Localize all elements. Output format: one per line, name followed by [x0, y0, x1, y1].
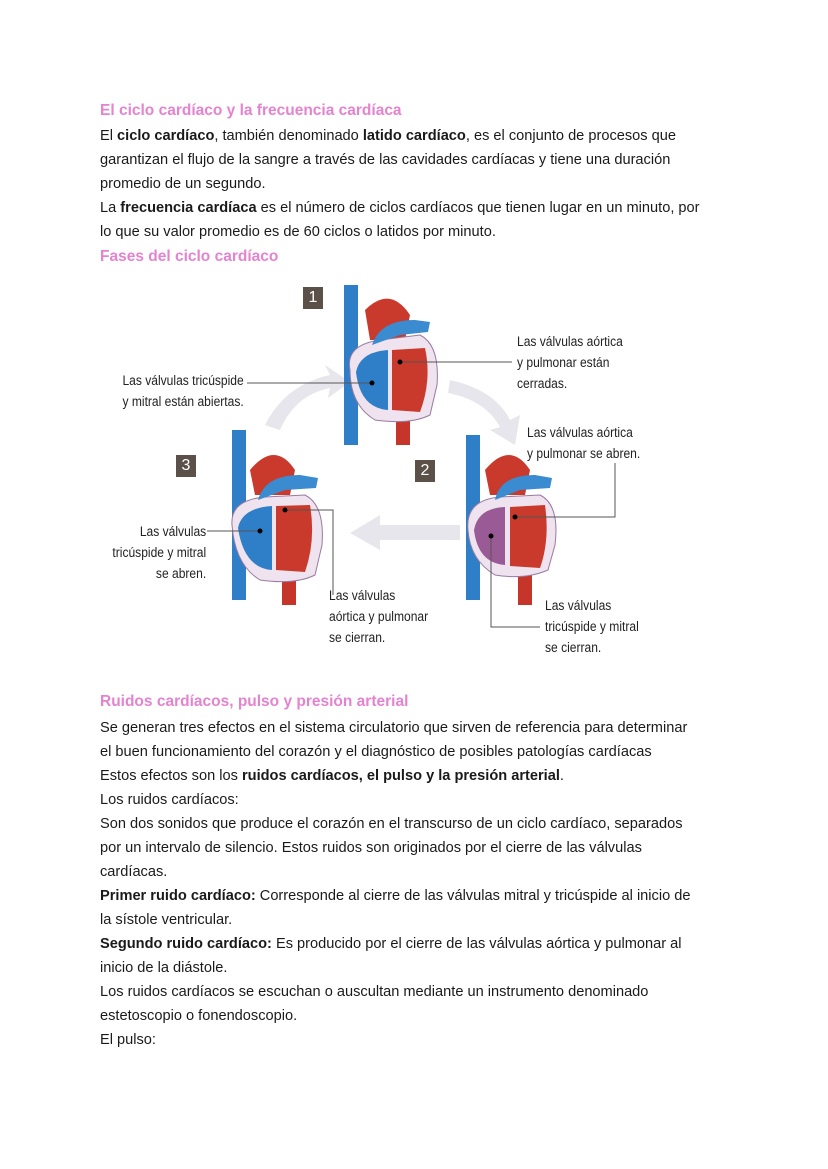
label-line: Las válvulas — [139, 524, 206, 539]
bold-term: latido cardíaco — [362, 128, 466, 144]
text: Corresponde al cierre de las válvulas mitral y tricúspide al inicio de — [255, 888, 691, 904]
paragraph-line — [100, 884, 690, 908]
text: El — [100, 128, 118, 144]
label-line: y pulmonar se abren. — [527, 446, 641, 461]
label-line: Las válvulas — [545, 598, 612, 613]
bold-term: ruidos cardíacos, el pulso y la presión arterial — [241, 768, 560, 784]
label-phase1-left — [123, 370, 244, 412]
paragraph-line — [100, 764, 564, 788]
label-line: Las válvulas aórtica — [517, 334, 623, 349]
paragraph-line: El pulso: — [100, 1032, 156, 1048]
label-line: Las válvulas aórtica — [527, 425, 633, 440]
paragraph-line: Se generan tres efectos en el sistema circulatorio que sirven de referencia para determinar — [100, 720, 688, 736]
bold-term: Segundo ruido cardíaco: — [100, 936, 272, 952]
label-line: se cierran. — [329, 630, 386, 645]
heading-fases: Fases del ciclo cardíaco — [100, 248, 279, 265]
heart-phase-3 — [232, 430, 322, 605]
paragraph-line: por un intervalo de silencio. Estos ruidos son originados por el cierre de las válvulas — [100, 840, 642, 856]
paragraph-line: la sístole ventricular. — [100, 912, 233, 928]
label-phase2-top — [527, 422, 640, 464]
paragraph-line: garantizan el flujo de la sangre a través de las cavidades cardíacas y tiene una duración — [100, 152, 671, 168]
heading-ciclo-cardiaco: El ciclo cardíaco y la frecuencia cardíaca — [100, 102, 402, 119]
label-line: aórtica y pulmonar — [329, 609, 429, 624]
phase-number-2: 2 — [415, 460, 435, 482]
phase-number-1: 1 — [303, 287, 323, 309]
label-phase2-bottom — [545, 595, 639, 658]
label-line: cerradas. — [517, 376, 568, 391]
label-line: Las válvulas — [329, 588, 396, 603]
label-line: y pulmonar están — [517, 355, 610, 370]
bold-term: Primer ruido cardíaco: — [100, 888, 256, 904]
paragraph-line: Los ruidos cardíacos: — [100, 792, 239, 808]
text: , también denominado — [214, 128, 363, 144]
paragraph-line: el buen funcionamiento del corazón y el diagnóstico de posibles patologías cardíacas — [100, 744, 652, 760]
label-line: tricúspide y mitral — [112, 545, 206, 560]
paragraph-line: Son dos sonidos que produce el corazón en el transcurso de un ciclo cardíaco, separados — [100, 816, 683, 832]
label-line: tricúspide y mitral — [545, 619, 639, 634]
label-phase3-left — [112, 521, 206, 584]
label-line: se cierran. — [545, 640, 602, 655]
text: . — [559, 768, 564, 784]
text: , es el conjunto de procesos que — [465, 128, 676, 144]
text: Estos efectos son los — [100, 768, 242, 784]
paragraph-line: estetoscopio o fonendoscopio. — [100, 1008, 298, 1024]
text: Es producido por el cierre de las válvulas aórtica y pulmonar al — [271, 936, 682, 952]
paragraph-line: Los ruidos cardíacos se escuchan o auscultan mediante un instrumento denominado — [100, 984, 649, 1000]
label-phase1-right — [517, 331, 623, 394]
bold-term: ciclo cardíaco — [117, 128, 215, 144]
text: es el número de ciclos cardíacos que tienen lugar en un minuto, por — [256, 200, 700, 216]
bold-term: frecuencia cardíaca — [120, 200, 257, 216]
phase-number-3: 3 — [176, 455, 196, 477]
paragraph-line: promedio de un segundo. — [100, 176, 266, 192]
label-line: y mitral están abiertas. — [122, 394, 244, 409]
heading-ruidos: Ruidos cardíacos, pulso y presión arterial — [100, 693, 409, 710]
heart-phase-1 — [344, 285, 437, 445]
paragraph-line: inicio de la diástole. — [100, 960, 228, 976]
paragraph-line — [100, 932, 682, 956]
text: La — [100, 200, 121, 216]
paragraph-line: lo que su valor promedio es de 60 ciclos o latidos por minuto. — [100, 224, 496, 240]
paragraph-line: cardíacas. — [100, 864, 168, 880]
label-phase3-bottom — [329, 585, 428, 648]
label-line: se abren. — [155, 566, 206, 581]
label-line: Las válvulas tricúspide — [122, 373, 244, 388]
